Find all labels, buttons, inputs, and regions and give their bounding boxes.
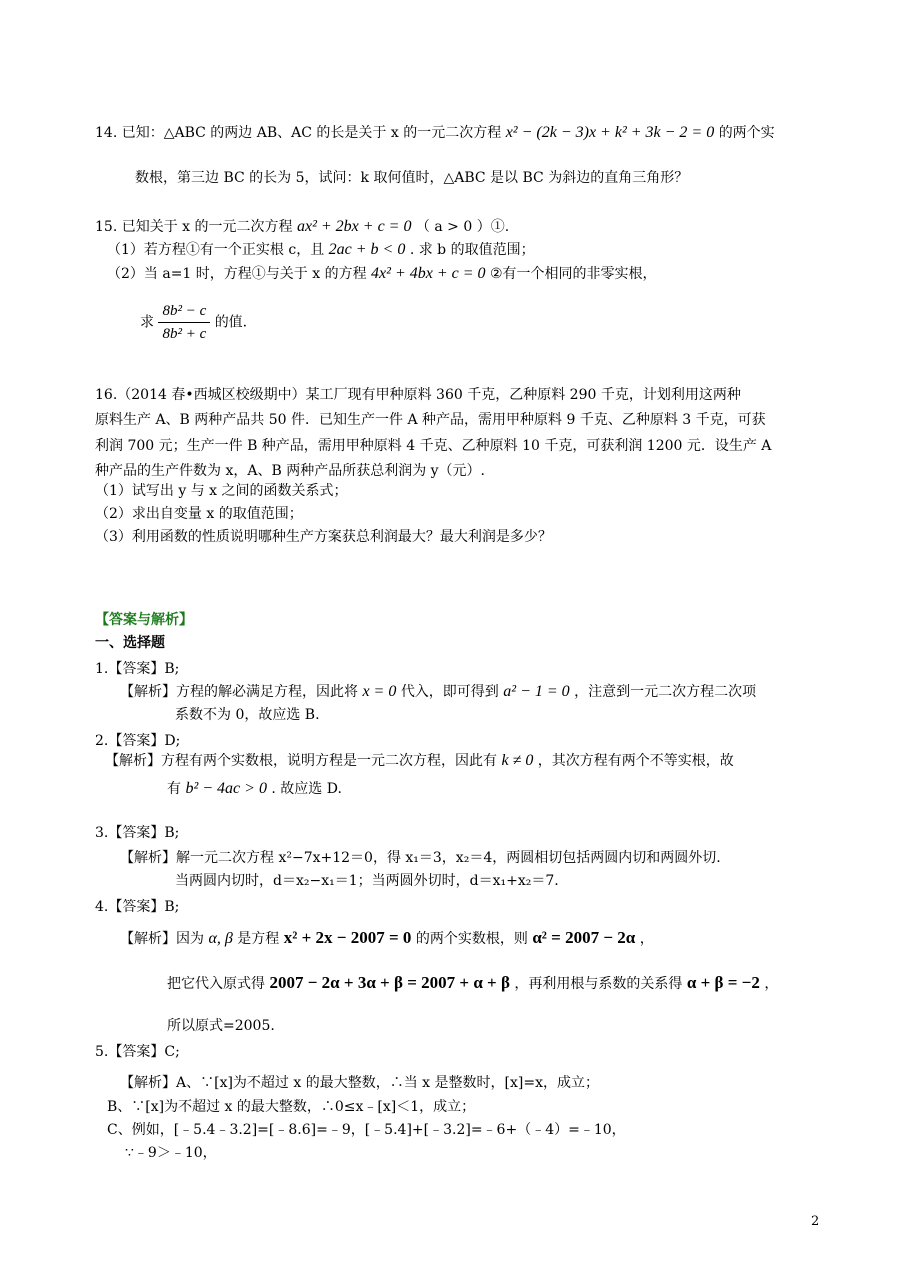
q14-label: 14. xyxy=(95,125,118,141)
answer1-eq-x: x = 0 xyxy=(362,683,397,700)
answer4-sum-roots: α + β = −2 xyxy=(686,973,760,992)
q15-fraction xyxy=(158,300,210,345)
answer4-l2-comma: ， xyxy=(764,976,779,992)
answer4-exp-pre: 【解析】因为 xyxy=(120,931,204,947)
q15-part1-pre: （1）若方程①有一个正实根 c，且 xyxy=(107,242,325,258)
answer4-substitution: 2007 − 2α + 3α + β = 2007 + α + β xyxy=(269,973,510,992)
answer2-exp-post: ，其次方程有两个不等实根，故 xyxy=(537,753,734,769)
q15-text-pre: 已知关于 x 的一元二次方程 xyxy=(121,219,293,235)
q15-label: 15. xyxy=(95,219,118,235)
q15-fraction-numerator: 8b² − c xyxy=(158,300,210,323)
answer3-explanation-line2: 当两圆内切时，d＝x₂−x₁＝1；当两圆外切时，d＝x₁+x₂＝7. xyxy=(175,873,559,889)
answer4-exp-mid: 是方程 xyxy=(237,931,280,947)
q16-line3: 利润 700 元；生产一件 B 种产品，需用甲种原料 4 千克、乙种原料 10 千克，可获利润 1200 元．设生产 A xyxy=(95,438,772,454)
answer5-label: 5.【答案】C; xyxy=(95,1044,180,1060)
q15-line1 xyxy=(95,217,509,237)
q14-line1 xyxy=(95,123,775,143)
q15-part2 xyxy=(107,264,657,284)
answer1-eq-a: a² − 1 = 0 xyxy=(503,683,570,700)
answer2-explanation-line2 xyxy=(167,779,342,799)
answer4-alpha-squared: α² = 2007 − 2α xyxy=(532,928,636,947)
q15-part1-inequality: 2ac + b < 0 xyxy=(328,241,406,258)
answer1-exp-post: ，注意到一元二次方程二次项 xyxy=(574,684,757,700)
answer1-explanation-line1 xyxy=(120,682,756,702)
q16-sub2: （2）求出自变量 x 的取值范围； xyxy=(95,506,303,522)
q15-ask-post: 的值. xyxy=(214,314,248,331)
answer2-exp-l2-post: . 故应选 D. xyxy=(271,781,342,797)
answer4-explanation-line1 xyxy=(120,928,654,949)
answer4-comma: ， xyxy=(639,931,654,947)
answer5-explanation-line2: B、∵[x]为不超过 x 的最大整数，∴0≤x﹣[x]＜1，成立； xyxy=(107,1099,476,1115)
q16-line1: 16.（2014 春•西城区校级期中）某工厂现有甲种原料 360 千克，乙种原料 290 千克，计划利用这两种 xyxy=(95,387,741,403)
q15-ask xyxy=(140,300,247,345)
page-number: 2 xyxy=(811,1214,820,1229)
answer5-explanation-line4: ∵﹣9＞﹣10， xyxy=(125,1145,217,1161)
answer4-explanation-line2 xyxy=(167,973,778,994)
q14-text-pre: 已知：△ABC 的两边 AB、AC 的长是关于 x 的一元二次方程 xyxy=(121,125,502,141)
q15-ask-pre: 求 xyxy=(140,314,154,331)
answer5-explanation-line1: 【解析】A、∵[x]为不超过 x 的最大整数，∴当 x 是整数时，[x]=x，成立； xyxy=(120,1075,599,1091)
answer1-exp-mid: 代入，即可得到 xyxy=(400,684,499,700)
answer4-equation: x² + 2x − 2007 = 0 xyxy=(283,928,412,947)
answer4-alpha-beta: α, β xyxy=(208,930,233,947)
q14-text-post: 的两个实 xyxy=(718,125,775,141)
answer4-l2-pre: 把它代入原式得 xyxy=(167,976,265,992)
answer2-eq-k: k ≠ 0 xyxy=(501,752,534,769)
section-choice: 一、选择题 xyxy=(95,635,165,651)
q14-equation: x² − (2k − 3)x + k² + 3k − 2 = 0 xyxy=(505,124,715,141)
answer4-exp-mid2: 的两个实数根，则 xyxy=(415,931,528,947)
q15-fraction-denominator: 8b² + c xyxy=(162,326,207,342)
answer4-explanation-line3: 所以原式=2005. xyxy=(167,1018,275,1034)
answer5-explanation-line3: C、例如，[﹣5.4﹣3.2]=[﹣8.6]=﹣9，[﹣5.4]+[﹣3.2]=﹣6+（﹣4）=﹣10， xyxy=(107,1122,626,1138)
answer1-label: 1.【答案】B; xyxy=(95,661,180,677)
q16-line4: 种产品的生产件数为 x，A、B 两种产品所获总利润为 y（元）. xyxy=(95,463,486,479)
q15-part2-pre: （2）当 a=1 时，方程①与关于 x 的方程 xyxy=(107,266,367,282)
q16-sub3: （3）利用函数的性质说明哪种生产方案获总利润最大？最大利润是多少？ xyxy=(95,529,552,545)
q15-equation: ax² + 2bx + c = 0 xyxy=(296,218,412,235)
q16-line2: 原料生产 A、B 两种产品共 50 件．已知生产一件 A 种产品，需用甲种原料 9 千克、乙种原料 3 千克，可获 xyxy=(95,412,766,428)
q15-part2-equation: 4x² + 4bx + c = 0 xyxy=(371,265,486,282)
answer2-label: 2.【答案】D; xyxy=(95,733,181,749)
q15-part2-post: ②有一个相同的非零实根， xyxy=(490,266,657,282)
answer1-exp-pre: 【解析】方程的解必满足方程，因此将 xyxy=(120,684,358,700)
q15-condition: （ a > 0 ）①. xyxy=(415,219,510,235)
answer2-exp-l2-pre: 有 xyxy=(167,781,181,797)
answer2-explanation-line1 xyxy=(105,751,734,771)
answer2-exp-pre: 【解析】方程有两个实数根，说明方程是一元二次方程，因此有 xyxy=(105,753,497,769)
q16-sub1: （1）试写出 y 与 x 之间的函数关系式； xyxy=(95,483,348,499)
answer1-explanation-line2: 系数不为 0，故应选 B. xyxy=(175,707,320,723)
answer2-eq-discriminant: b² − 4ac > 0 xyxy=(185,780,267,797)
answer3-explanation-line1: 【解析】解一元二次方程 x²−7x+12＝0，得 x₁＝3，x₂＝4，两圆相切包括两圆内切和两圆外切. xyxy=(120,850,721,866)
answer4-label: 4.【答案】B; xyxy=(95,899,180,915)
q15-part1 xyxy=(107,240,535,260)
answers-header: 【答案与解析】 xyxy=(95,612,193,628)
answer4-l2-mid: ，再利用根与系数的关系得 xyxy=(514,976,683,992)
q14-line2: 数根，第三边 BC 的长为 5，试问：k 取何值时，△ABC 是以 BC 为斜边的直角三角形？ xyxy=(135,170,689,186)
q15-part1-post: . 求 b 的取值范围； xyxy=(409,242,535,258)
answer3-label: 3.【答案】B; xyxy=(95,825,180,841)
